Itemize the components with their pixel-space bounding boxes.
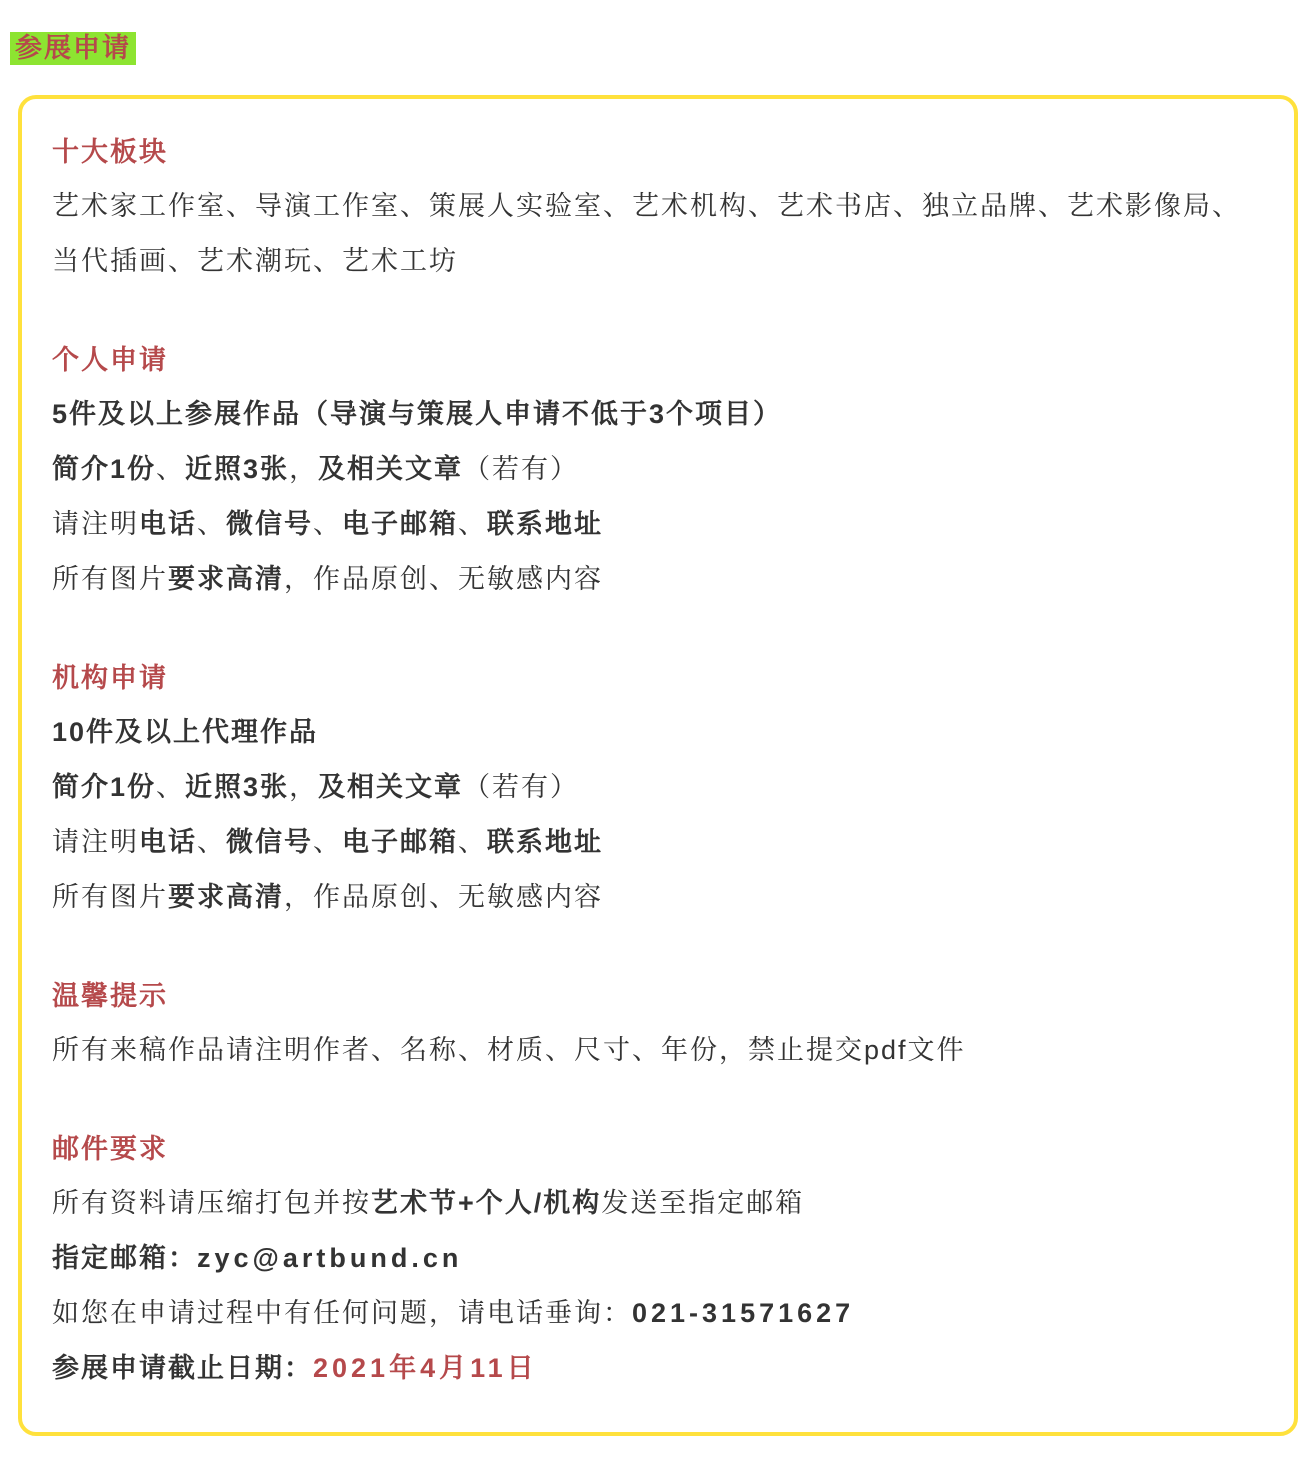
deadline-line xyxy=(52,1341,1254,1396)
section-ten-blocks xyxy=(52,135,1254,289)
text-segment: 所有图片 xyxy=(52,564,168,594)
text-segment: 简介1份 xyxy=(52,454,157,484)
text-segment: 近照3张 xyxy=(185,454,290,484)
text-segment: 、 xyxy=(458,509,487,539)
text-segment: 10件及以上代理作品 xyxy=(52,717,319,747)
text-segment: 近照3张 xyxy=(185,772,290,802)
text-segment: 参展申请截止日期： xyxy=(52,1353,313,1383)
text-segment: 如您在申请过程中有任何问题，请电话垂询： xyxy=(52,1298,632,1328)
section-heading: 邮件要求 xyxy=(52,1134,168,1164)
section-line xyxy=(52,442,1254,497)
text-segment: 艺术节+个人/机构 xyxy=(371,1188,602,1218)
section-line xyxy=(52,1176,1254,1231)
text-segment: 要求高清 xyxy=(168,564,284,594)
page-title: 参展申请 xyxy=(10,32,136,65)
text-segment: 、 xyxy=(156,454,186,484)
text-segment: 、 xyxy=(313,827,342,857)
text-segment: 指定邮箱： xyxy=(52,1243,197,1273)
section-friendly-reminder xyxy=(52,979,1254,1078)
text-segment: （若有） xyxy=(463,772,580,802)
text-segment: 微信号 xyxy=(226,509,313,539)
application-info-box xyxy=(18,95,1298,1436)
text-segment: 021-31571627 xyxy=(632,1298,855,1328)
text-segment: zyc@artbund.cn xyxy=(197,1243,463,1273)
section-line xyxy=(52,870,1254,925)
text-segment: 、 xyxy=(197,509,226,539)
text-segment: 所有资料请压缩打包并按 xyxy=(52,1188,371,1218)
text-segment: 电子邮箱 xyxy=(342,827,458,857)
section-line xyxy=(52,815,1254,870)
section-line xyxy=(52,387,1254,442)
text-segment: （若有） xyxy=(463,454,580,484)
text-segment: 发送至指定邮箱 xyxy=(601,1188,805,1218)
section-line xyxy=(52,1023,1254,1078)
section-line xyxy=(52,179,1254,289)
text-segment: 简介1份 xyxy=(52,772,157,802)
phone-inquiry-line xyxy=(52,1286,1254,1341)
text-segment: ， xyxy=(289,454,319,484)
section-line xyxy=(52,705,1254,760)
section-line xyxy=(52,552,1254,607)
section-email-requirements xyxy=(52,1132,1254,1396)
text-segment: 要求高清 xyxy=(168,882,284,912)
title-area xyxy=(0,0,1316,65)
text-segment: 所有来稿作品请注明作者、名称、材质、尺寸、年份，禁止提交pdf文件 xyxy=(52,1035,966,1065)
text-segment: 5件及以上参展作品（导演与策展人申请不低于3个项目） xyxy=(52,399,783,429)
text-segment: 请注明 xyxy=(52,827,139,857)
text-segment: 请注明 xyxy=(52,509,139,539)
section-institution-application xyxy=(52,661,1254,925)
text-segment: 所有图片 xyxy=(52,882,168,912)
section-heading: 个人申请 xyxy=(52,345,168,375)
text-segment: ，作品原创、无敏感内容 xyxy=(284,882,603,912)
text-segment: 及相关文章 xyxy=(318,454,464,484)
text-segment: 、 xyxy=(313,509,342,539)
section-heading: 温馨提示 xyxy=(52,981,168,1011)
section-line xyxy=(52,497,1254,552)
text-segment: 微信号 xyxy=(226,827,313,857)
text-segment: 联系地址 xyxy=(487,827,603,857)
text-segment: 2021年4月11日 xyxy=(313,1353,538,1383)
section-heading: 机构申请 xyxy=(52,663,168,693)
text-segment: 联系地址 xyxy=(487,509,603,539)
text-segment: 、 xyxy=(458,827,487,857)
section-individual-application xyxy=(52,343,1254,607)
text-segment: 艺术家工作室、导演工作室、策展人实验室、艺术机构、艺术书店、独立品牌、艺术影像局、当代插画、艺术潮玩、艺术工坊 xyxy=(52,191,1241,276)
text-segment: ，作品原创、无敏感内容 xyxy=(284,564,603,594)
text-segment: 电话 xyxy=(139,827,197,857)
text-segment: 电子邮箱 xyxy=(342,509,458,539)
text-segment: ， xyxy=(289,772,319,802)
text-segment: 、 xyxy=(156,772,186,802)
section-line xyxy=(52,760,1254,815)
section-heading: 十大板块 xyxy=(52,137,168,167)
text-segment: 、 xyxy=(197,827,226,857)
text-segment: 及相关文章 xyxy=(318,772,464,802)
designated-email-line xyxy=(52,1231,1254,1286)
text-segment: 电话 xyxy=(139,509,197,539)
